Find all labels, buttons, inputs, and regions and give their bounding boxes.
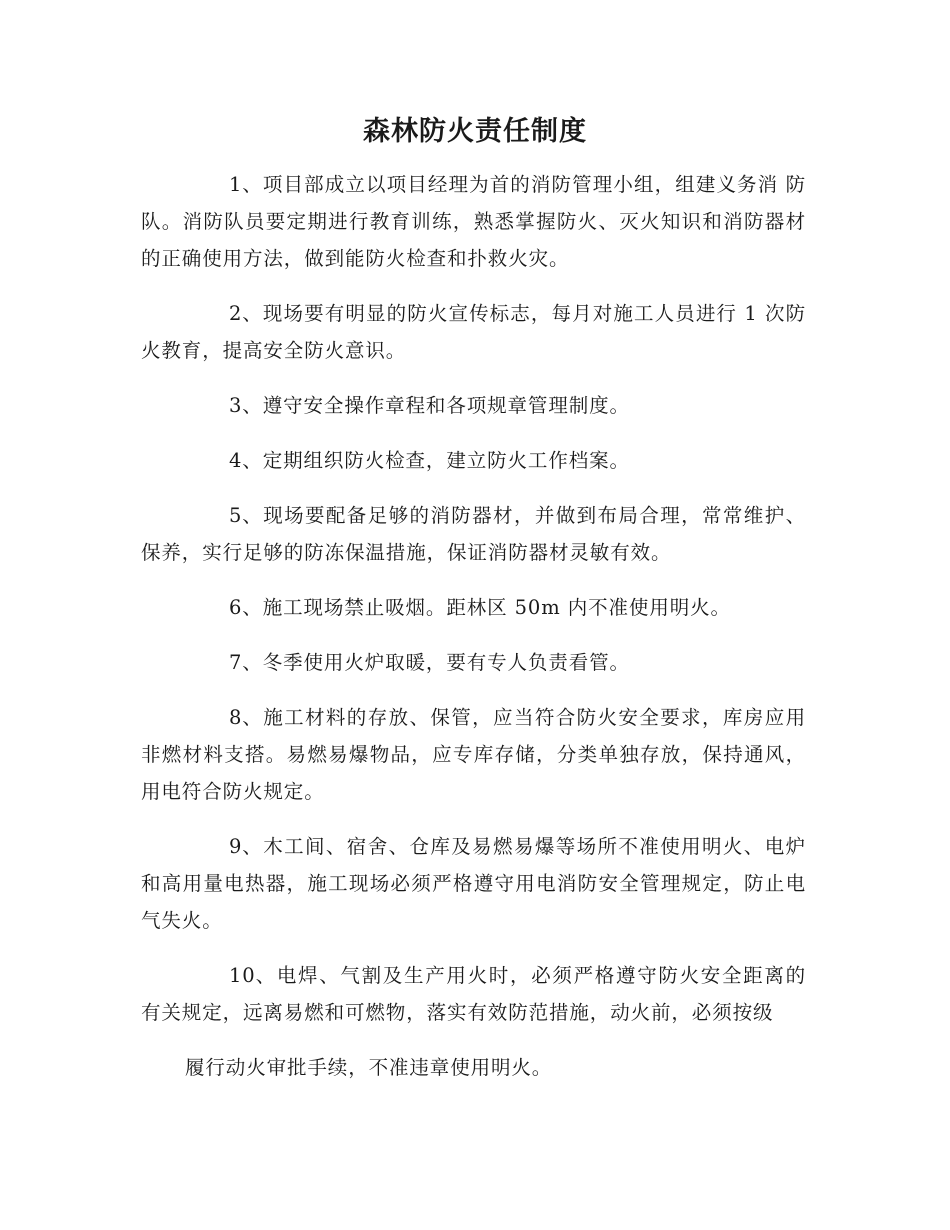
paragraph-text: 项目部成立以项目经理为首的消防管理小组，组建义务消 防队。消防队员要定期进行教育训练，熟悉掌握防火、灭火知识和消防器材的正确使用方法，做到能防火检查和扑救火灾。 <box>141 173 806 270</box>
paragraph-1 <box>141 166 806 277</box>
paragraph-text: 施工现场禁止吸烟。距林区 50m 内不准使用明火。 <box>262 596 731 619</box>
paragraph-9 <box>141 828 806 939</box>
document-body <box>141 166 806 1104</box>
paragraph-number: 4、 <box>229 449 263 472</box>
paragraph-text: 现场要有明显的防火宣传标志，每月对施工人员进行 1 次防火教育，提高安全防火意识。 <box>141 302 806 362</box>
paragraph-number: 5、 <box>229 504 263 527</box>
paragraph-number: 8、 <box>229 706 263 729</box>
paragraph-text: 电焊、气割及生产用火时，必须严格遵守防火安全距离的有关规定，远离易燃和可燃物，落实有效防范措施，动火前，必须按级 <box>141 964 806 1024</box>
paragraph-number: 10、 <box>229 964 277 987</box>
paragraph-3 <box>141 387 806 424</box>
paragraph-10 <box>141 957 806 1031</box>
paragraph-number: 6、 <box>229 596 263 619</box>
paragraph-text: 定期组织防火检查，建立防火工作档案。 <box>262 449 630 472</box>
paragraph-8 <box>141 699 806 810</box>
paragraph-text: 施工材料的存放、保管，应当符合防火安全要求，库房应用非燃材料支搭。易燃易爆物品，应专库存储，分类单独存放，保持通风，用电符合防火规定。 <box>141 706 806 803</box>
paragraph-7 <box>141 644 806 681</box>
paragraph-6 <box>141 589 806 626</box>
paragraph-2 <box>141 295 806 369</box>
paragraph-10-continuation: 履行动火审批手续，不准违章使用明火。 <box>185 1056 553 1079</box>
paragraph-text: 现场要配备足够的消防器材，并做到布局合理，常常维护、保养，实行足够的防冻保温措施，保证消防器材灵敏有效。 <box>141 504 806 564</box>
paragraph-number: 3、 <box>229 394 263 417</box>
paragraph-text: 木工间、宿舍、仓库及易燃易爆等场所不准使用明火、电炉和高用量电热器，施工现场必须严格遵守用电消防安全管理规定，防止电气失火。 <box>141 835 806 932</box>
paragraph-4 <box>141 442 806 479</box>
paragraph-text: 冬季使用火炉取暖，要有专人负责看管。 <box>262 651 630 674</box>
paragraph-5 <box>141 497 806 571</box>
paragraph-number: 7、 <box>229 651 263 674</box>
paragraph-text: 遵守安全操作章程和各项规章管理制度。 <box>262 394 630 417</box>
document-title: 森林防火责任制度 <box>363 116 587 147</box>
paragraph-number: 9、 <box>229 835 263 858</box>
paragraph-number: 2、 <box>229 302 263 325</box>
paragraph-number: 1、 <box>229 173 263 196</box>
